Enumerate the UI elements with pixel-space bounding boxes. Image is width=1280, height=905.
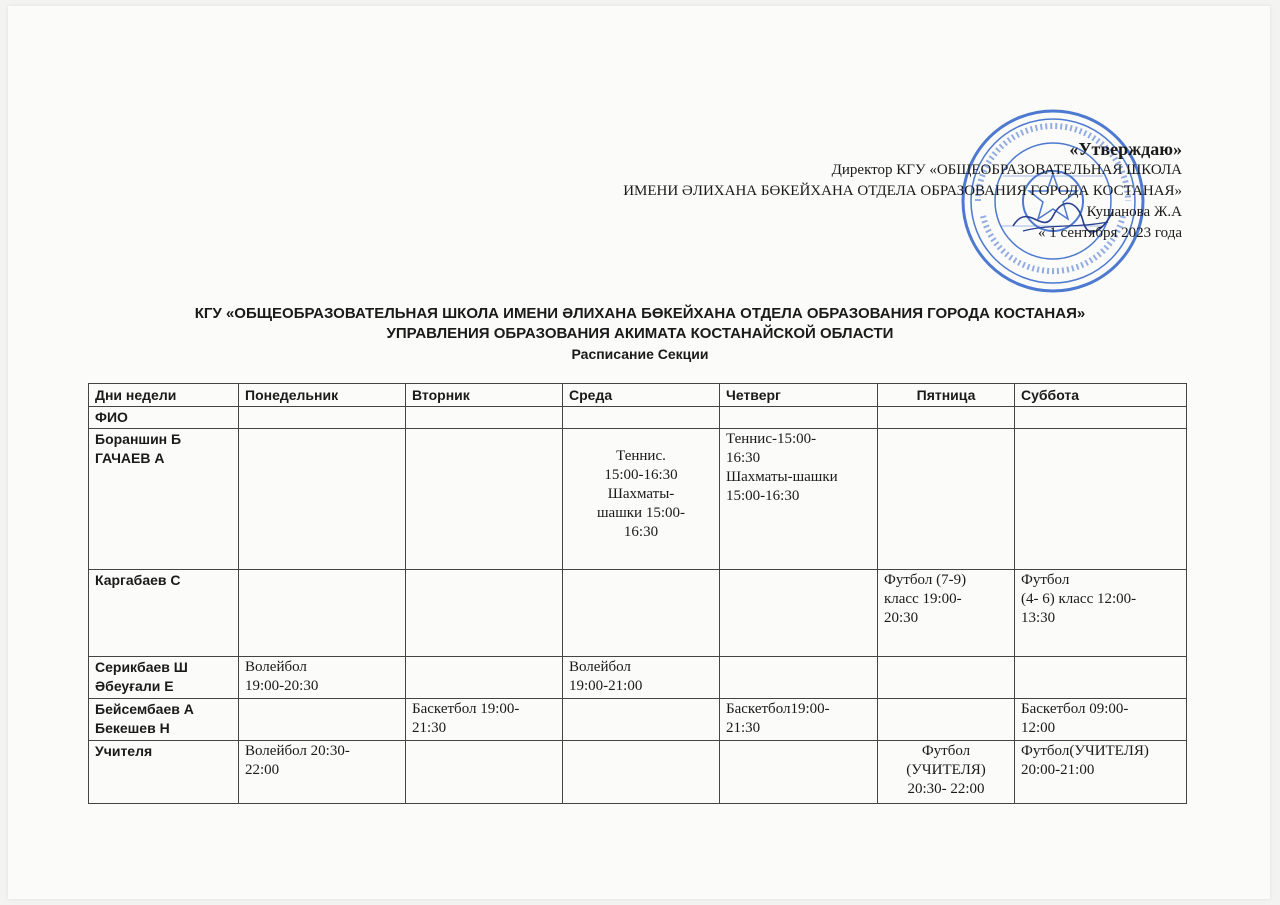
table-cell	[239, 699, 406, 741]
table-cell: Теннис. 15:00-16:30 Шахматы- шашки 15:00- 16:30	[563, 429, 720, 570]
document-title	[60, 304, 1220, 364]
table-cell	[406, 407, 563, 429]
table-cell	[563, 699, 720, 741]
header-thursday: Четверг	[720, 384, 878, 407]
table-cell	[406, 429, 563, 570]
header-tuesday: Вторник	[406, 384, 563, 407]
table-cell	[563, 741, 720, 804]
table-cell	[563, 407, 720, 429]
table-header-row	[89, 384, 1187, 407]
table-cell: Волейбол 19:00-20:30	[239, 657, 406, 699]
header-saturday: Суббота	[1015, 384, 1187, 407]
approval-line-director: Директор КГУ «ОБЩЕОБРАЗОВАТЕЛЬНАЯ ШКОЛА	[831, 162, 1182, 178]
title-line-1: КГУ «ОБЩЕОБРАЗОВАТЕЛЬНАЯ ШКОЛА ИМЕНИ ӘЛИХАНА БӨКЕЙХАНА ОТДЕЛА ОБРАЗОВАНИЯ ГОРОДА КОСТАНАЯ»	[194, 305, 1086, 322]
table-row-fio	[89, 407, 1187, 429]
row-name: Каргабаев С	[89, 570, 239, 657]
title-line-3: Расписание Секции	[571, 346, 709, 362]
table-cell: Волейбол 20:30- 22:00	[239, 741, 406, 804]
table-cell	[563, 570, 720, 657]
table-cell: Баскетбол 09:00- 12:00	[1015, 699, 1187, 741]
table-cell	[406, 657, 563, 699]
table-cell: Теннис-15:00- 16:30 Шахматы-шашки 15:00-16:30	[720, 429, 878, 570]
title-line-2: УПРАВЛЕНИЯ ОБРАЗОВАНИЯ АКИМАТА КОСТАНАЙСКОЙ ОБЛАСТИ	[386, 325, 894, 342]
table-cell	[720, 657, 878, 699]
header-monday: Понедельник	[239, 384, 406, 407]
approval-heading: «Утверждаю»	[1069, 139, 1182, 159]
approval-line-date: « 1 сентября 2023 года	[1038, 225, 1182, 241]
table-row	[89, 570, 1187, 657]
table-cell: Футбол (7-9) класс 19:00- 20:30	[878, 570, 1015, 657]
table-cell	[878, 657, 1015, 699]
row-name: Серикбаев Ш Әбеуғали Е	[89, 657, 239, 699]
approval-block	[542, 138, 1182, 244]
table-cell: Волейбол 19:00-21:00	[563, 657, 720, 699]
row-name: Бейсембаев А Бекешев Н	[89, 699, 239, 741]
table-cell: Баскетбол 19:00- 21:30	[406, 699, 563, 741]
table-cell: Футбол (4- 6) класс 12:00- 13:30	[1015, 570, 1187, 657]
table-cell: Футбол (УЧИТЕЛЯ) 20:30- 22:00	[878, 741, 1015, 804]
header-wednesday: Среда	[563, 384, 720, 407]
table-cell	[878, 699, 1015, 741]
table-row	[89, 657, 1187, 699]
table-cell	[720, 407, 878, 429]
schedule-table	[88, 383, 1187, 804]
table-cell	[1015, 429, 1187, 570]
table-cell	[239, 570, 406, 657]
table-cell	[406, 741, 563, 804]
table-cell: Футбол(УЧИТЕЛЯ) 20:00-21:00	[1015, 741, 1187, 804]
table-cell	[1015, 657, 1187, 699]
table-cell	[239, 429, 406, 570]
table-cell	[406, 570, 563, 657]
table-cell	[239, 407, 406, 429]
table-row	[89, 699, 1187, 741]
table-cell	[720, 741, 878, 804]
table-row	[89, 429, 1187, 570]
row-name: Бораншин Б ГАЧАЕВ А	[89, 429, 239, 570]
approval-line-school: ИМЕНИ ӘЛИХАНА БӨКЕЙХАНА ОТДЕЛА ОБРАЗОВАНИЯ ГОРОДА КОСТАНАЯ»	[623, 183, 1182, 199]
header-friday: Пятница	[878, 384, 1015, 407]
table-row	[89, 741, 1187, 804]
header-days: Дни недели	[89, 384, 239, 407]
fio-label: ФИО	[89, 407, 239, 429]
table-cell	[878, 429, 1015, 570]
row-name: Учителя	[89, 741, 239, 804]
table-cell: Баскетбол19:00- 21:30	[720, 699, 878, 741]
table-cell	[720, 570, 878, 657]
table-cell	[878, 407, 1015, 429]
approval-line-name: Кушанова Ж.А	[1086, 204, 1182, 220]
table-cell	[1015, 407, 1187, 429]
